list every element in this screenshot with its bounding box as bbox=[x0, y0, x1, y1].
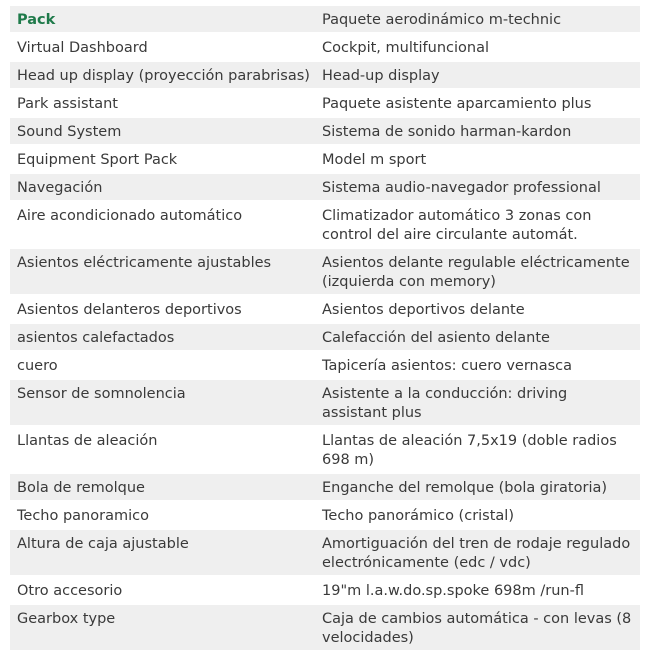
spec-row bbox=[10, 90, 640, 118]
spec-label: Virtual Dashboard bbox=[17, 40, 148, 56]
spec-label: cuero bbox=[17, 358, 58, 374]
spec-label: Llantas de aleación bbox=[17, 433, 158, 449]
spec-label: Techo panoramico bbox=[17, 508, 149, 524]
spec-row bbox=[10, 249, 640, 296]
spec-row bbox=[10, 530, 640, 577]
spec-label: Gearbox type bbox=[17, 611, 116, 627]
spec-value: Asientos delante regulable eléctricamente (izquierda con memory) bbox=[322, 255, 630, 290]
spec-label: Asientos delanteros deportivos bbox=[17, 302, 242, 318]
spec-label: Altura de caja ajustable bbox=[17, 536, 189, 552]
spec-row bbox=[10, 324, 640, 352]
spec-value: Paquete asistente aparcamiento plus bbox=[322, 96, 592, 112]
spec-label: Pack bbox=[17, 12, 56, 28]
spec-value: Asientos deportivos delante bbox=[322, 302, 525, 318]
spec-value: Asistente a la conducción: driving assistant plus bbox=[322, 386, 568, 421]
spec-value: Enganche del remolque (bola giratoria) bbox=[322, 480, 608, 496]
spec-label: Park assistant bbox=[17, 96, 118, 112]
spec-value: Tapicería asientos: cuero vernasca bbox=[322, 358, 573, 374]
spec-value: Paquete aerodinámico m-technic bbox=[322, 12, 562, 28]
spec-value: Caja de cambios automática - con levas (8 velocidades) bbox=[322, 611, 632, 646]
spec-value: Calefacción del asiento delante bbox=[322, 330, 550, 346]
spec-label: Bola de remolque bbox=[17, 480, 145, 496]
spec-label: Otro accesorio bbox=[17, 583, 123, 599]
spec-value: Model m sport bbox=[322, 152, 427, 168]
spec-label: Navegación bbox=[17, 180, 103, 196]
spec-row bbox=[10, 427, 640, 474]
spec-row bbox=[10, 380, 640, 427]
spec-row bbox=[10, 62, 640, 90]
spec-value: Sistema audio-navegador professional bbox=[322, 180, 601, 196]
spec-row bbox=[10, 34, 640, 62]
spec-value: 19"m l.a.w.do.sp.spoke 698m /run-fl bbox=[322, 583, 584, 599]
spec-value: Sistema de sonido harman-kardon bbox=[322, 124, 572, 140]
spec-row bbox=[10, 352, 640, 380]
spec-row bbox=[10, 605, 640, 652]
spec-label: Sound System bbox=[17, 124, 122, 140]
spec-value: Climatizador automático 3 zonas con control del aire circulante automát. bbox=[322, 208, 592, 243]
spec-label: Aire acondicionado automático bbox=[17, 208, 243, 224]
spec-row bbox=[10, 6, 640, 34]
spec-label: Equipment Sport Pack bbox=[17, 152, 178, 168]
spec-label: asientos calefactados bbox=[17, 330, 175, 346]
spec-value: Cockpit, multifuncional bbox=[322, 40, 490, 56]
spec-label: Head up display (proyección parabrisas) bbox=[17, 68, 310, 84]
spec-row bbox=[10, 296, 640, 324]
spec-row bbox=[10, 146, 640, 174]
spec-row bbox=[10, 474, 640, 502]
spec-value: Techo panorámico (cristal) bbox=[322, 508, 514, 524]
spec-value: Amortiguación del tren de rodaje regulado electrónicamente (edc / vdc) bbox=[322, 536, 631, 571]
spec-table bbox=[10, 6, 640, 652]
spec-value: Llantas de aleación 7,5x19 (doble radios 698 m) bbox=[322, 433, 617, 468]
spec-label: Asientos eléctricamente ajustables bbox=[17, 255, 272, 271]
spec-row bbox=[10, 502, 640, 530]
spec-value: Head-up display bbox=[322, 68, 440, 84]
spec-row bbox=[10, 202, 640, 249]
spec-row bbox=[10, 174, 640, 202]
spec-row bbox=[10, 118, 640, 146]
spec-row bbox=[10, 577, 640, 605]
spec-label: Sensor de somnolencia bbox=[17, 386, 186, 402]
